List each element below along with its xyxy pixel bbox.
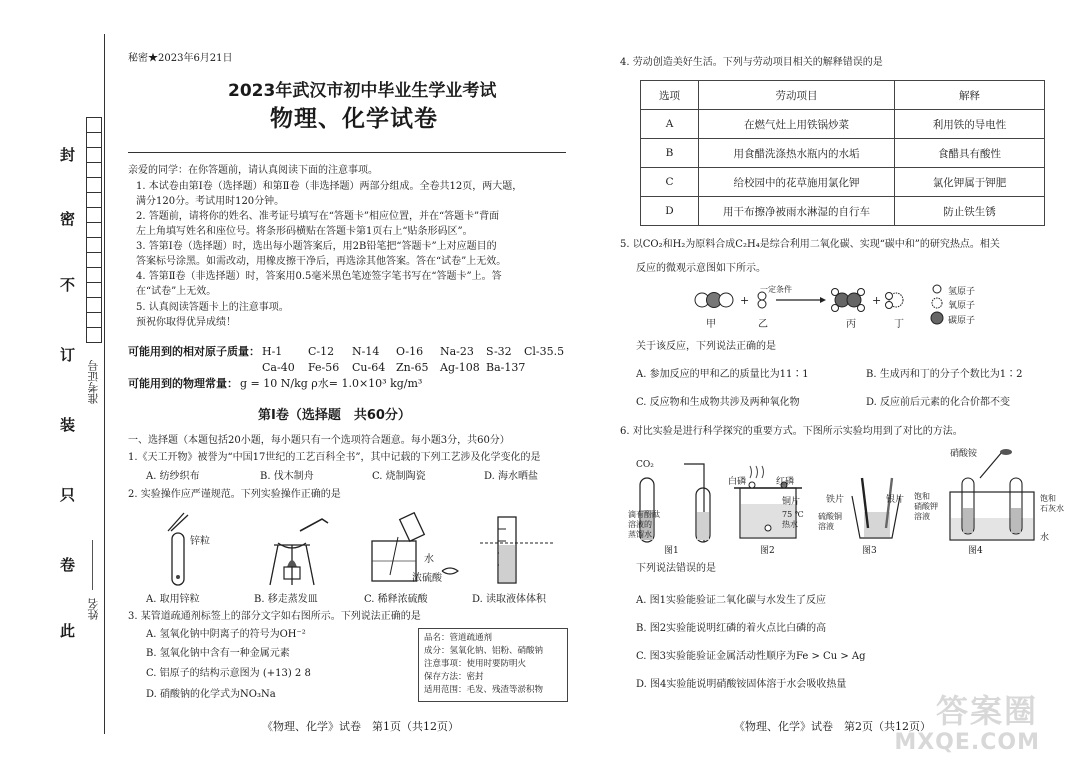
notes-line: 答案标号涂黑。如需改动，用橡皮擦干净后，再选涂其他答案。答在“试卷”上无效。 (136, 256, 507, 267)
fig1-caption: 图1 (664, 546, 679, 556)
hydrogen-atom-icon (933, 285, 941, 293)
fig4-caption: 图4 (968, 546, 983, 556)
physics-consts: g = 10 N/kg ρ水= 1.0×10³ kg/m³ (240, 377, 423, 390)
product-label-box (418, 628, 568, 702)
acid-label: 浓硫酸 (412, 573, 442, 584)
fig3-metal-strips-illustration (852, 478, 900, 538)
label-line: 硝酸钾 (914, 502, 938, 511)
atomic-mass: Cu-64 (352, 361, 386, 374)
label-line: 成分：氢氧化钠、铝粉、硝酸钠 (424, 646, 544, 656)
physics-const-label: 可能用到的物理常量： (128, 377, 238, 390)
carbon-atom-icon (931, 312, 943, 324)
label-line: 饱和 (1040, 494, 1056, 503)
atom-legend-icons (928, 282, 946, 326)
q5-ask: 关于该反应，下列说法正确的是 (636, 341, 776, 352)
fig3-caption: 图3 (862, 546, 877, 556)
binding-char: 只 (60, 486, 76, 504)
limewater-label (1040, 494, 1064, 514)
secret-date: 秘密★2023年6月21日 (128, 53, 233, 64)
table-cell: 在燃气灶上用铁锅炒菜 (699, 110, 895, 139)
table-row (641, 197, 1045, 226)
q1-option-a: A. 纺纱织布 (146, 471, 200, 482)
notes-line: 2. 答题前，请将你的姓名、准考证号填写在“答题卡”相应位置，并在“答题卡”背面 (136, 211, 500, 222)
title-divider (128, 152, 566, 153)
fig4-beaker-test-tubes-illustration (950, 449, 1034, 540)
notes-line: 1. 本试卷由第Ⅰ卷（选择题）和第Ⅱ卷（非选择题）两部分组成。全卷共12页，两大题， (136, 181, 523, 192)
paper-title: 物理、化学试卷 (270, 106, 438, 132)
molecule-label: 乙 (758, 319, 768, 330)
notes-line: 左上角填写姓名和座位号。将条形码横贴在答题卡第1页右上“贴条形码区”。 (136, 226, 473, 237)
q6-option-c: C. 图3实验能验证金属活动性顺序为Fe > Cu > Ag (636, 651, 866, 662)
q1-option-c: C. 烧制陶瓷 (372, 471, 426, 482)
atomic-mass: N-14 (352, 345, 380, 358)
q5-option-d: D. 反应前后元素的化合价都不变 (866, 397, 1011, 408)
label-line: 石灰水 (1040, 504, 1064, 513)
q3-option-c: C. 铝原子的结构示意图为 (+13) 2 8 (146, 668, 311, 679)
q5-option-c: C. 反应物和生成物共涉及两种氧化物 (636, 397, 800, 408)
binding-char: 密 (60, 210, 76, 228)
molecule-label: 甲 (706, 319, 716, 330)
label-line: 溶液的 (628, 520, 652, 529)
silver-label: 银片 (886, 495, 905, 505)
water-label: 水 (424, 554, 434, 565)
table-cell: 用干布擦净被雨水淋湿的自行车 (699, 197, 895, 226)
label-line: 注意事项：使用时要防明火 (424, 659, 527, 669)
svg-text:+: + (740, 294, 750, 307)
q3-option-b: B. 氢氧化钠中含有一种金属元素 (146, 648, 290, 659)
binding-line (104, 34, 105, 734)
h2o-molecule-icon (886, 293, 904, 309)
page1-footer: 《物理、化学》试卷 第1页（共12页） (262, 720, 459, 733)
q6-option-b: B. 图2实验能说明红磷的着火点比白磷的高 (636, 623, 827, 634)
section-heading: 一、选择题（本题包括20小题，每小题只有一个选项符合题意。每小题3分，共60分） (128, 435, 510, 446)
copper-sulfate-label (818, 512, 842, 532)
atomic-mass-label: 可能用到的相对原子质量： (128, 345, 260, 358)
q3-option-d: D. 硝酸钠的化学式为NO₃Na (146, 689, 276, 700)
q2-option-d: D. 读取液体体积 (472, 594, 547, 605)
hot-water-label (782, 510, 804, 530)
table-cell: 防止铁生锈 (895, 197, 1045, 226)
q5-option-b: B. 生成丙和丁的分子个数比为1∶2 (866, 369, 1023, 380)
atomic-mass: Na-23 (440, 345, 474, 358)
kno3-label (914, 492, 938, 522)
copper-label: 铜片 (782, 497, 801, 507)
ammonium-nitrate-label: 硝酸铵 (950, 449, 978, 459)
binding-char: 订 (60, 346, 76, 364)
notes-line: 4. 答第Ⅱ卷（非选择题）时，答案用0.5毫米黑色笔迹签字笔书写在“答题卡”上。答 (136, 271, 502, 282)
oxygen-atom-icon (932, 298, 942, 308)
svg-text:+: + (872, 294, 882, 307)
table-cell: 食醋具有酸性 (895, 139, 1045, 168)
table-row (641, 110, 1045, 139)
atomic-mass: C-12 (308, 345, 335, 358)
binding-char: 卷 (60, 556, 76, 574)
exam-title: 2023年武汉市初中毕业生学业考试 (228, 81, 497, 101)
page2-footer: 《物理、化学》试卷 第2页（共12页） (734, 720, 931, 733)
legend-label: 氢原子 (948, 287, 976, 297)
beaker-pouring-illustration (372, 513, 458, 581)
atomic-mass: S-32 (486, 345, 512, 358)
atomic-mass: Ca-40 (262, 361, 295, 374)
q1-stem: 1.《天工开物》被誉为“中国17世纪的工艺百科全书”，其中记载的下列工艺涉及化学变化的是 (128, 452, 541, 463)
label-line: 75 ℃ (782, 510, 804, 519)
label-line: 饱和 (914, 492, 930, 501)
fig1-liquid-label (628, 510, 668, 540)
table-header: 选项 (641, 81, 699, 110)
legend-label: 氧原子 (948, 301, 976, 311)
atomic-mass: O-16 (396, 345, 424, 358)
binding-char: 此 (60, 622, 76, 640)
notes-line: 预祝你取得优异成绩！ (136, 317, 236, 328)
table-cell: 氯化钾属于钾肥 (895, 168, 1045, 197)
white-phosphorus-label: 白磷 (728, 477, 747, 487)
name-label: 姓名 (87, 598, 100, 620)
fig2-caption: 图2 (760, 546, 775, 556)
label-line: 溶液 (818, 522, 834, 531)
notes-line: 5. 认真阅读答题卡上的注意事项。 (136, 302, 289, 313)
molecule-label: 丙 (846, 319, 856, 330)
notes-line: 满分120分。考试用时120分钟。 (136, 196, 285, 207)
table-cell: C (641, 168, 699, 197)
table-cell: 给校园中的花草施用氯化钾 (699, 168, 895, 197)
q5-option-a: A. 参加反应的甲和乙的质量比为11∶1 (636, 369, 809, 380)
watermark-url: MXQE.COM (894, 730, 1040, 755)
atomic-mass: Zn-65 (396, 361, 429, 374)
exam-number-label: 准考证号 (87, 360, 100, 404)
q5-stem-2: 反应的微观示意图如下所示。 (636, 263, 766, 274)
label-line: 溶液 (914, 512, 930, 521)
red-phosphorus-label: 红磷 (776, 477, 795, 487)
co2-label: CO₂ (636, 460, 654, 470)
atomic-mass: Fe-56 (308, 361, 340, 374)
table-cell: 利用铁的导电性 (895, 110, 1045, 139)
q4-table (640, 80, 1045, 226)
binding-char: 装 (60, 416, 76, 434)
binding-char: 封 (60, 146, 76, 164)
table-row (641, 139, 1045, 168)
q1-option-d: D. 海水晒盐 (484, 471, 539, 482)
table-header: 解释 (895, 81, 1045, 110)
table-row (641, 168, 1045, 197)
table-cell: D (641, 197, 699, 226)
co2-molecule-icon (695, 293, 733, 308)
zinc-label: 锌粒 (190, 536, 210, 547)
table-header: 劳动项目 (699, 81, 895, 110)
tripod-evaporating-dish-illustration (270, 519, 328, 585)
q4-stem: 4. 劳动创造美好生活。下列与劳动项目相关的解释错误的是 (620, 57, 883, 68)
name-underline (92, 540, 93, 590)
atomic-mass: H-1 (262, 345, 283, 358)
exam-number-boxes (86, 118, 102, 343)
q6-option-d: D. 图4实验能说明硝酸铵固体溶于水会吸收热量 (636, 679, 847, 690)
molecule-label: 丁 (894, 319, 904, 330)
q1-option-b: B. 伐木制舟 (260, 471, 314, 482)
q2-option-c: C. 稀释浓硫酸 (364, 594, 428, 605)
iron-label: 铁片 (826, 495, 845, 505)
label-line: 蒸馏水 (628, 530, 652, 539)
table-cell: 用食醋洗涤热水瓶内的水垢 (699, 139, 895, 168)
legend-label: 碳原子 (948, 316, 976, 326)
table-header-row (641, 81, 1045, 110)
q2-option-b: B. 移走蒸发皿 (254, 594, 318, 605)
binding-char: 不 (60, 276, 76, 294)
label-line: 滴有酚酞 (628, 510, 660, 519)
atomic-mass: Ag-108 (440, 361, 480, 374)
q6-stem: 6. 对比实验是进行科学探究的重要方式。下图所示实验均用到了对比的方法。 (620, 426, 963, 437)
label-line: 硫酸铜 (818, 512, 842, 521)
q2-stem: 2. 实验操作应严谨规范。下列实验操作正确的是 (128, 489, 341, 500)
q6-option-a: A. 图1实验能验证二氧化碳与水发生了反应 (636, 595, 826, 606)
reaction-condition: 一定条件 (760, 285, 792, 294)
q2-illustrations (150, 505, 570, 590)
water-label-fig4: 水 (1040, 533, 1050, 543)
notes-intro: 亲爱的同学：在你答题前，请认真阅读下面的注意事项。 (128, 165, 378, 176)
q5-stem-1: 5. 以CO₂和H₂为原料合成C₂H₄是综合利用二氧化碳、实现“碳中和”的研究热点。相关 (620, 239, 1000, 250)
label-line: 保存方法：密封 (424, 672, 484, 682)
notes-line: 3. 答第Ⅰ卷（选择题）时，选出每小题答案后，用2B铅笔把“答题卡”上对应题目的 (136, 241, 497, 252)
label-line: 适用范围：毛发、残渣等淤积物 (424, 685, 544, 695)
q2-option-a: A. 取用锌粒 (146, 594, 200, 605)
atomic-mass: Cl-35.5 (524, 345, 565, 358)
c2h4-molecule-icon (832, 289, 865, 312)
q3-stem: 3. 某管道疏通剂标签上的部分文字如右图所示。下列说法正确的是 (128, 611, 421, 622)
q3-option-a: A. 氢氧化钠中阴离子的符号为OH⁻² (146, 629, 306, 640)
graduated-cylinder-illustration (480, 517, 554, 583)
watermark-logo: 答案圈 (935, 692, 1038, 730)
label-line: 热水 (782, 520, 798, 529)
atomic-mass: Ba-137 (486, 361, 526, 374)
label-line: 品名：管道疏通剂 (424, 633, 493, 643)
part1-title: 第Ⅰ卷（选择题 共60分） (258, 408, 411, 423)
table-cell: B (641, 139, 699, 168)
table-cell: A (641, 110, 699, 139)
test-tube-tweezers-illustration (168, 513, 188, 585)
q6-ask: 下列说法错误的是 (636, 563, 716, 574)
notes-line: 在“试卷”上无效。 (136, 286, 217, 297)
